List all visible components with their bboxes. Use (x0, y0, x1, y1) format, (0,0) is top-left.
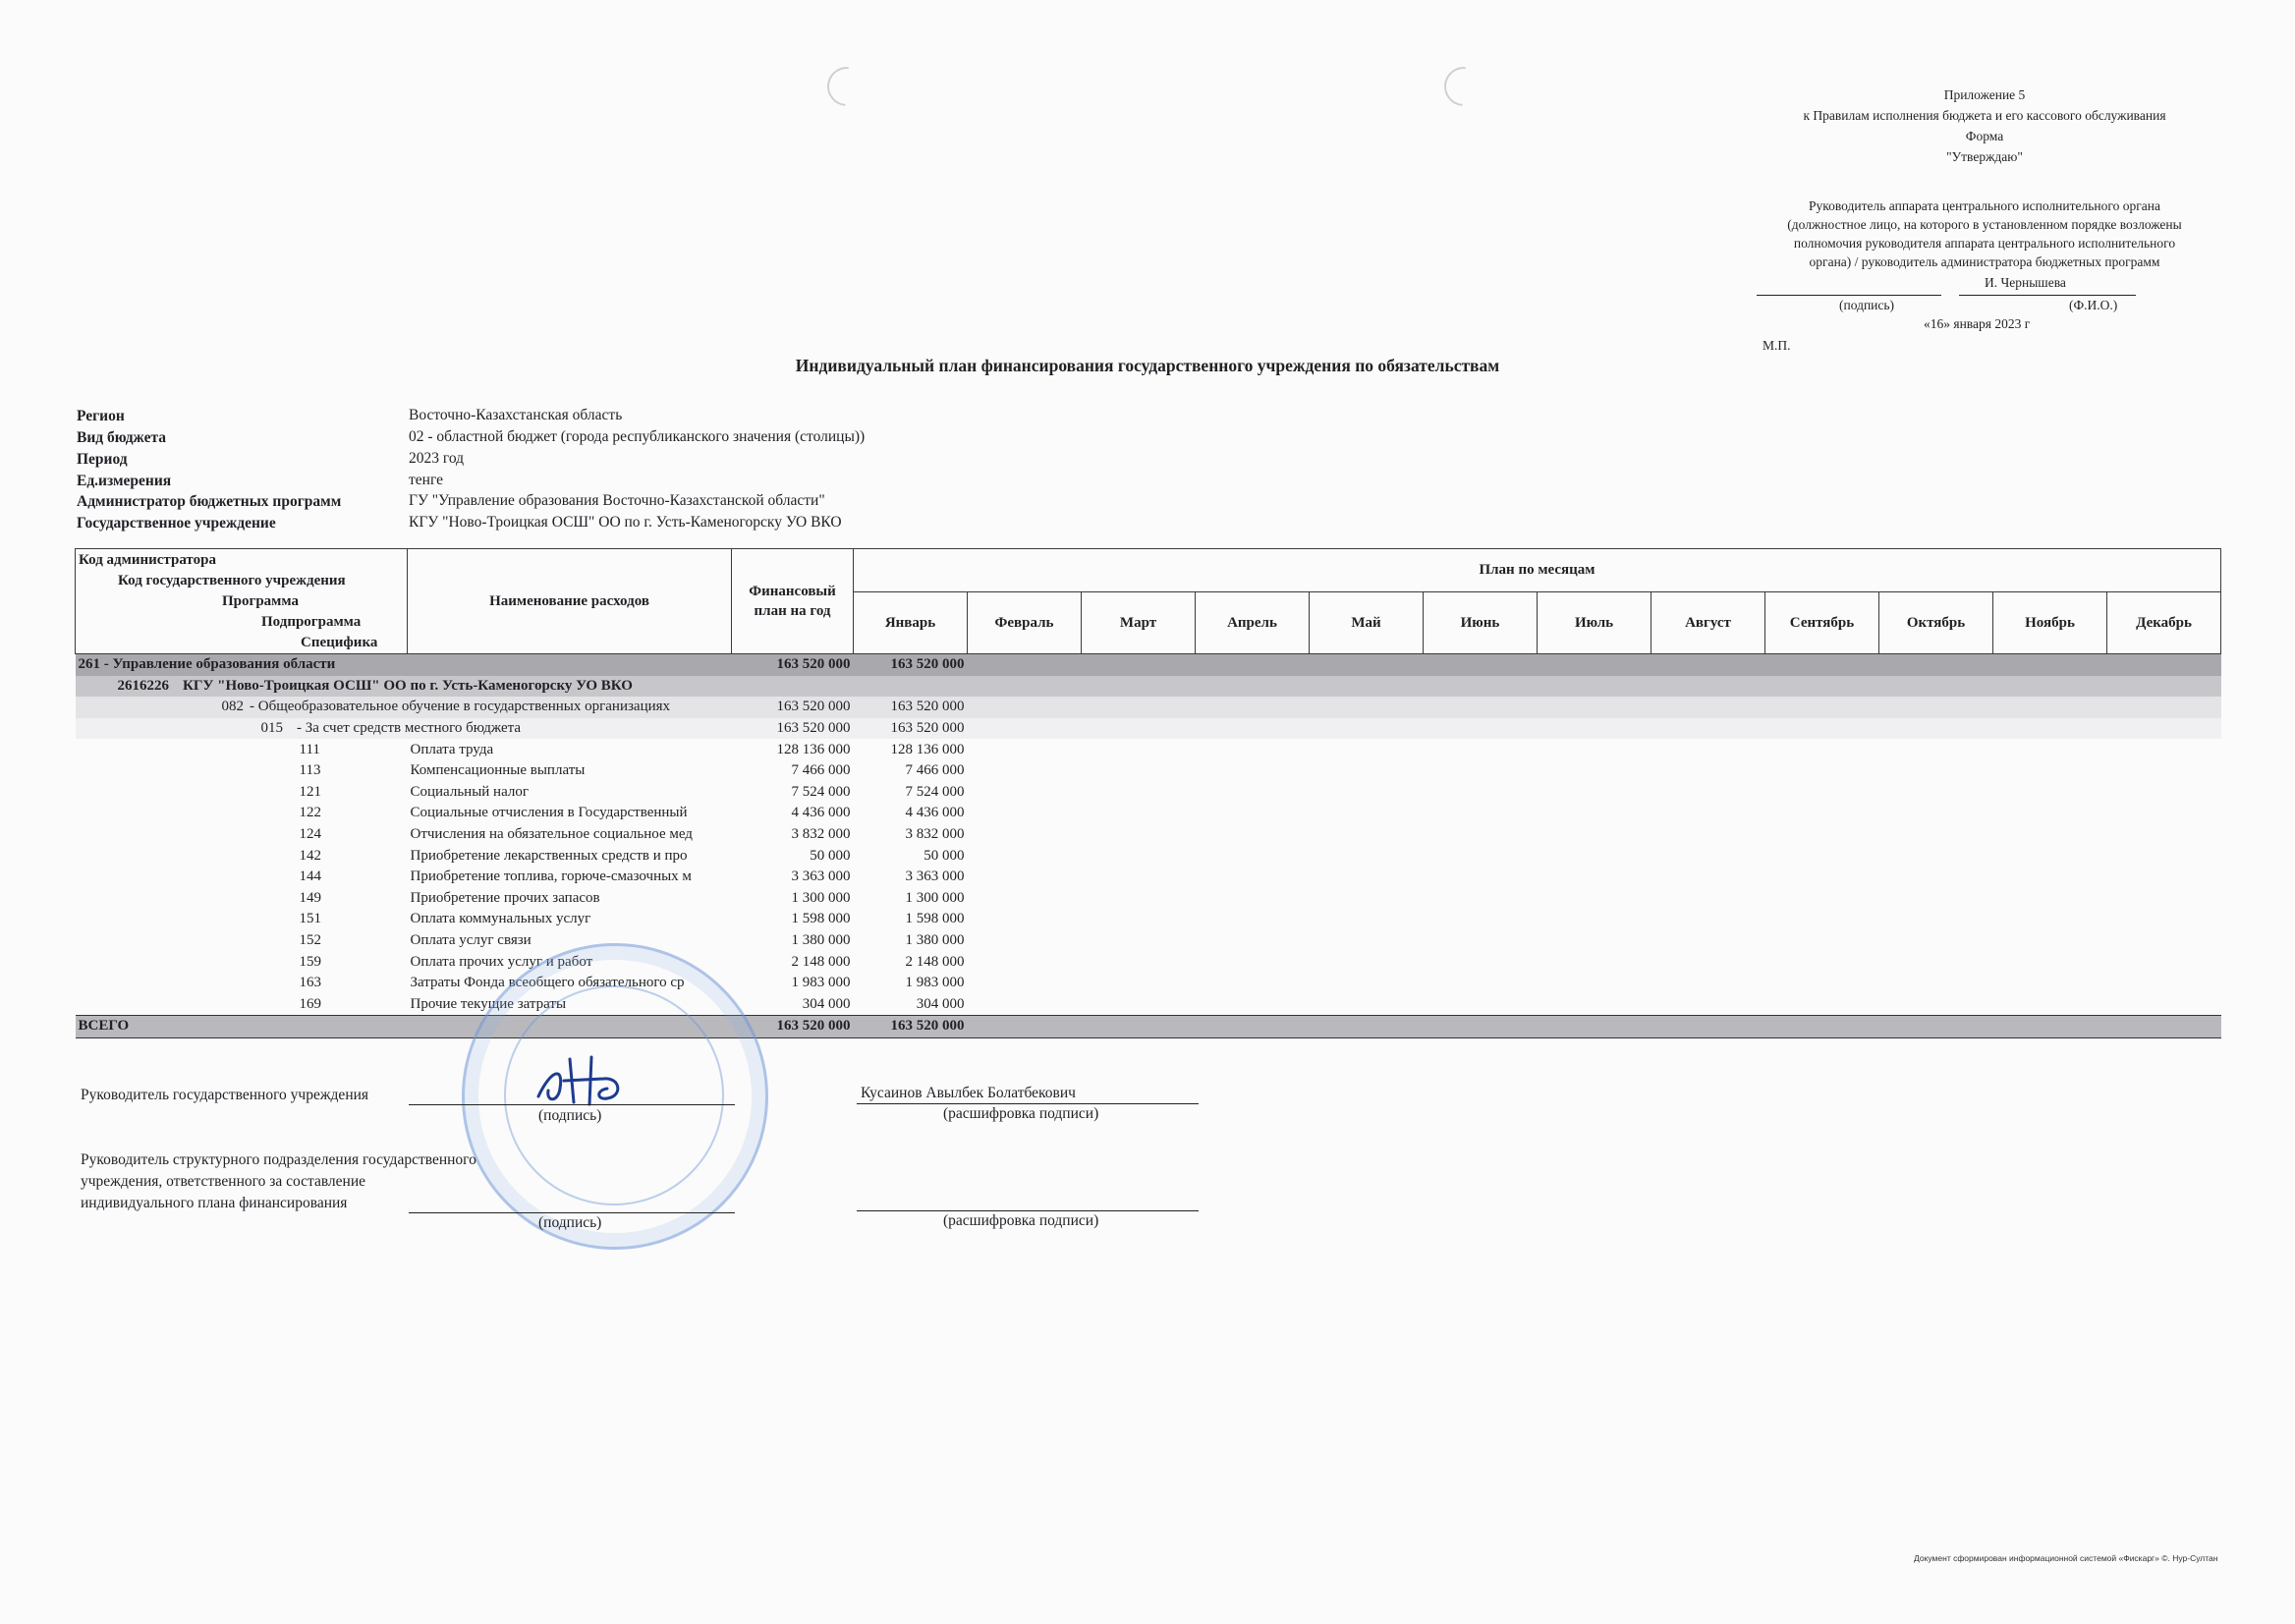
row-code: 113 (299, 762, 321, 779)
approver-signature-line (1757, 295, 1941, 296)
approver-name: И. Чернышева (1985, 275, 2066, 290)
meta-label: Период (77, 451, 128, 468)
row-annual: 3 363 000 (791, 868, 851, 885)
row-jan (854, 676, 968, 698)
appendix-line: к Правилам исполнения бюджета и его кассового обслуживания (1803, 108, 2166, 123)
row-annual (732, 676, 854, 698)
appendix-line: "Утверждаю" (1946, 149, 2023, 164)
meta-label: Администратор бюджетных программ (77, 493, 342, 510)
name-header: Наименование расходов (408, 549, 732, 654)
approver-line: (должностное лицо, на которого в установленном порядке возложены (1787, 217, 2182, 232)
month-header-apr: Апрель (1196, 592, 1310, 654)
meta-value: тенге (409, 472, 443, 488)
punch-hole-mark (1436, 59, 1491, 114)
row-name: Оплата прочих услуг и работ (410, 953, 593, 970)
unit-head-name-caption: (расшифровка подписи) (943, 1212, 1099, 1229)
approval-date: «16» января 2023 г (1924, 316, 2031, 331)
unit-head-label-line: учреждения, ответственного за составление (81, 1173, 366, 1190)
total-jan: 163 520 000 (854, 1016, 968, 1038)
table-row (76, 782, 2221, 804)
row-jan: 50 000 (924, 847, 965, 864)
row-annual: 163 520 000 (732, 697, 854, 718)
appendix-line: Форма (1965, 129, 2004, 143)
approver-line: полномочия руководителя аппарата центрального исполнительного (1793, 236, 2176, 251)
head-name-caption: (расшифровка подписи) (943, 1105, 1099, 1122)
total-annual: 163 520 000 (732, 1016, 854, 1038)
row-annual: 1 983 000 (791, 975, 851, 991)
row-name: Оплата труда (410, 741, 494, 757)
row-name: Приобретение топлива, горюче-смазочных м (410, 868, 692, 885)
month-header-jul: Июль (1538, 592, 1651, 654)
row-jan: 4 436 000 (905, 805, 965, 821)
code-header-line: Код администратора (79, 552, 216, 568)
row-program-cell (76, 697, 732, 718)
punch-hole-mark (819, 59, 874, 114)
row-name: Приобретение прочих запасов (410, 889, 600, 906)
row-code: 142 (299, 847, 321, 864)
head-signature-caption: (подпись) (538, 1107, 602, 1124)
row-code: 015 (260, 720, 283, 737)
unit-head-name-line (857, 1210, 1199, 1211)
row-code: 122 (299, 805, 321, 821)
row-name (408, 654, 732, 676)
row-annual: 128 136 000 (776, 741, 851, 757)
approver-block (1759, 196, 2211, 271)
row-jan: 163 520 000 (854, 697, 968, 718)
row-name: Прочие текущие затраты (410, 995, 567, 1012)
meta-value: 2023 год (409, 450, 465, 467)
row-code: 144 (299, 868, 321, 885)
row-jan: 1 300 000 (905, 889, 965, 906)
table-row (76, 845, 2221, 867)
table-row-program (76, 697, 2221, 718)
unit-head-label-line: Руководитель структурного подразделения государственного (81, 1151, 476, 1168)
row-name: Отчисления на обязательное социальное мед (410, 826, 693, 843)
month-header-may: Май (1310, 592, 1424, 654)
code-header (76, 549, 408, 654)
footer-note: Документ сформирован информационной системой «Фискарг» ©. Нур-Султан (1914, 1553, 2218, 1563)
row-name: Компенсационные выплаты (410, 762, 586, 779)
row-name: - Общеобразовательное обучение в государственных организациях (250, 699, 671, 715)
month-header-jun: Июнь (1424, 592, 1538, 654)
row-annual: 1 300 000 (791, 889, 851, 906)
row-jan: 304 000 (916, 995, 965, 1012)
table-row-institution (76, 676, 2221, 698)
code-header-line: Специфика (301, 635, 378, 650)
code-header-line: Программа (222, 593, 299, 609)
approver-line: органа) / руководитель администратора бюджетных программ (1809, 254, 2160, 269)
row-subprogram-cell (76, 718, 732, 740)
row-jan: 128 136 000 (890, 741, 965, 757)
row-jan: 7 524 000 (905, 783, 965, 800)
meta-value: 02 - областной бюджет (города республиканского значения (столицы)) (409, 428, 866, 445)
head-name-line (857, 1103, 1199, 1104)
meta-value: КГУ "Ново-Троицкая ОСШ" ОО по г. Усть-Каменогорску УО ВКО (409, 514, 842, 531)
row-name: Оплата услуг связи (410, 932, 532, 949)
month-header-oct: Октябрь (1879, 592, 1993, 654)
row-jan: 3 363 000 (905, 868, 965, 885)
month-header-nov: Ноябрь (1993, 592, 2107, 654)
table-row (76, 867, 2221, 888)
annual-header: Финансовый план на год (732, 549, 854, 654)
head-signature-label: Руководитель государственного учреждения (81, 1087, 369, 1103)
month-header-dec: Декабрь (2107, 592, 2221, 654)
financing-plan-table (75, 548, 2221, 1038)
table-row (76, 994, 2221, 1016)
row-jan: 163 520 000 (854, 654, 968, 676)
month-header-feb: Февраль (968, 592, 1082, 654)
approver-line: Руководитель аппарата центрального исполнительного органа (1809, 198, 2160, 213)
row-code: 2616226 (117, 677, 169, 694)
approver-fio-line (1959, 295, 2136, 296)
row-name: Затраты Фонда всеобщего обязательного ср (410, 975, 685, 991)
row-jan: 1 380 000 (905, 932, 965, 949)
table-row (76, 888, 2221, 910)
row-code: 261 - Управление образования области (76, 654, 408, 676)
row-code: 121 (299, 783, 321, 800)
table-row (76, 973, 2221, 994)
approver-fio-caption: (Ф.И.О.) (2069, 298, 2118, 312)
month-header-aug: Август (1651, 592, 1765, 654)
table-row (76, 824, 2221, 846)
head-name: Кусаинов Авылбек Болатбекович (861, 1085, 1076, 1101)
table-row-admin (76, 654, 2221, 676)
meta-label: Ед.измерения (77, 473, 172, 489)
row-annual: 50 000 (810, 847, 851, 864)
table-row (76, 951, 2221, 973)
row-jan: 163 520 000 (854, 718, 968, 740)
row-annual: 304 000 (802, 995, 851, 1012)
meta-label: Вид бюджета (77, 429, 167, 446)
meta-value: Восточно-Казахстанская область (409, 407, 623, 423)
row-jan: 1 983 000 (905, 975, 965, 991)
row-code: 152 (299, 932, 321, 949)
row-annual: 2 148 000 (791, 953, 851, 970)
seal-mark: М.П. (1763, 338, 1791, 353)
meta-label: Государственное учреждение (77, 515, 276, 532)
code-header-line: Код государственного учреждения (118, 573, 346, 588)
months-header: План по месяцам (854, 549, 2221, 592)
row-annual: 163 520 000 (732, 718, 854, 740)
document-title: Индивидуальный план финансирования государственного учреждения по обязательствам (795, 356, 1500, 375)
row-code: 124 (299, 826, 321, 843)
table-row (76, 739, 2221, 760)
table-row (76, 803, 2221, 824)
row-jan: 7 466 000 (905, 762, 965, 779)
row-annual: 163 520 000 (732, 654, 854, 676)
head-signature-line (409, 1104, 735, 1105)
unit-head-signature-line (409, 1212, 735, 1213)
row-code: 111 (299, 741, 320, 757)
row-name: КГУ "Ново-Троицкая ОСШ" ОО по г. Усть-Каменогорску УО ВКО (183, 677, 633, 694)
row-jan: 2 148 000 (905, 953, 965, 970)
row-code: 163 (299, 975, 321, 991)
row-name: - За счет средств местного бюджета (297, 720, 522, 737)
row-code: 151 (299, 911, 321, 927)
meta-value: ГУ "Управление образования Восточно-Казахстанской области" (409, 492, 825, 509)
row-name: Социальные отчисления в Государственный (410, 805, 688, 821)
approver-signature-caption: (подпись) (1839, 298, 1895, 312)
row-jan: 3 832 000 (905, 826, 965, 843)
total-label: ВСЕГО (76, 1016, 408, 1038)
month-header-sep: Сентябрь (1765, 592, 1879, 654)
row-jan: 1 598 000 (905, 911, 965, 927)
code-header-line: Подпрограмма (261, 614, 362, 630)
row-annual: 1 380 000 (791, 932, 851, 949)
row-code: 082 (221, 699, 244, 715)
meta-label: Регион (77, 408, 125, 424)
row-name: Оплата коммунальных услуг (410, 911, 591, 927)
table-row-total (76, 1016, 2221, 1038)
handwritten-signature-icon (531, 1051, 639, 1110)
table-row (76, 930, 2221, 952)
row-annual: 1 598 000 (791, 911, 851, 927)
row-annual: 7 466 000 (791, 762, 851, 779)
table-row (76, 909, 2221, 930)
appendix-line: Приложение 5 (1943, 87, 2026, 102)
row-annual: 4 436 000 (791, 805, 851, 821)
row-name: Приобретение лекарственных средств и про (410, 847, 688, 864)
row-annual: 3 832 000 (791, 826, 851, 843)
row-code: 159 (299, 953, 321, 970)
month-header-jan: Январь (854, 592, 968, 654)
unit-head-label-line: индивидуального плана финансирования (81, 1195, 348, 1211)
row-code: 149 (299, 889, 321, 906)
unit-head-signature-caption: (подпись) (538, 1214, 602, 1231)
row-institution-cell (76, 676, 732, 698)
month-header-mar: Март (1082, 592, 1196, 654)
table-row-subprogram (76, 718, 2221, 740)
row-code: 169 (299, 995, 321, 1012)
appendix-block (1749, 84, 2220, 167)
row-annual: 7 524 000 (791, 783, 851, 800)
table-row (76, 760, 2221, 782)
row-name: Социальный налог (410, 783, 530, 800)
